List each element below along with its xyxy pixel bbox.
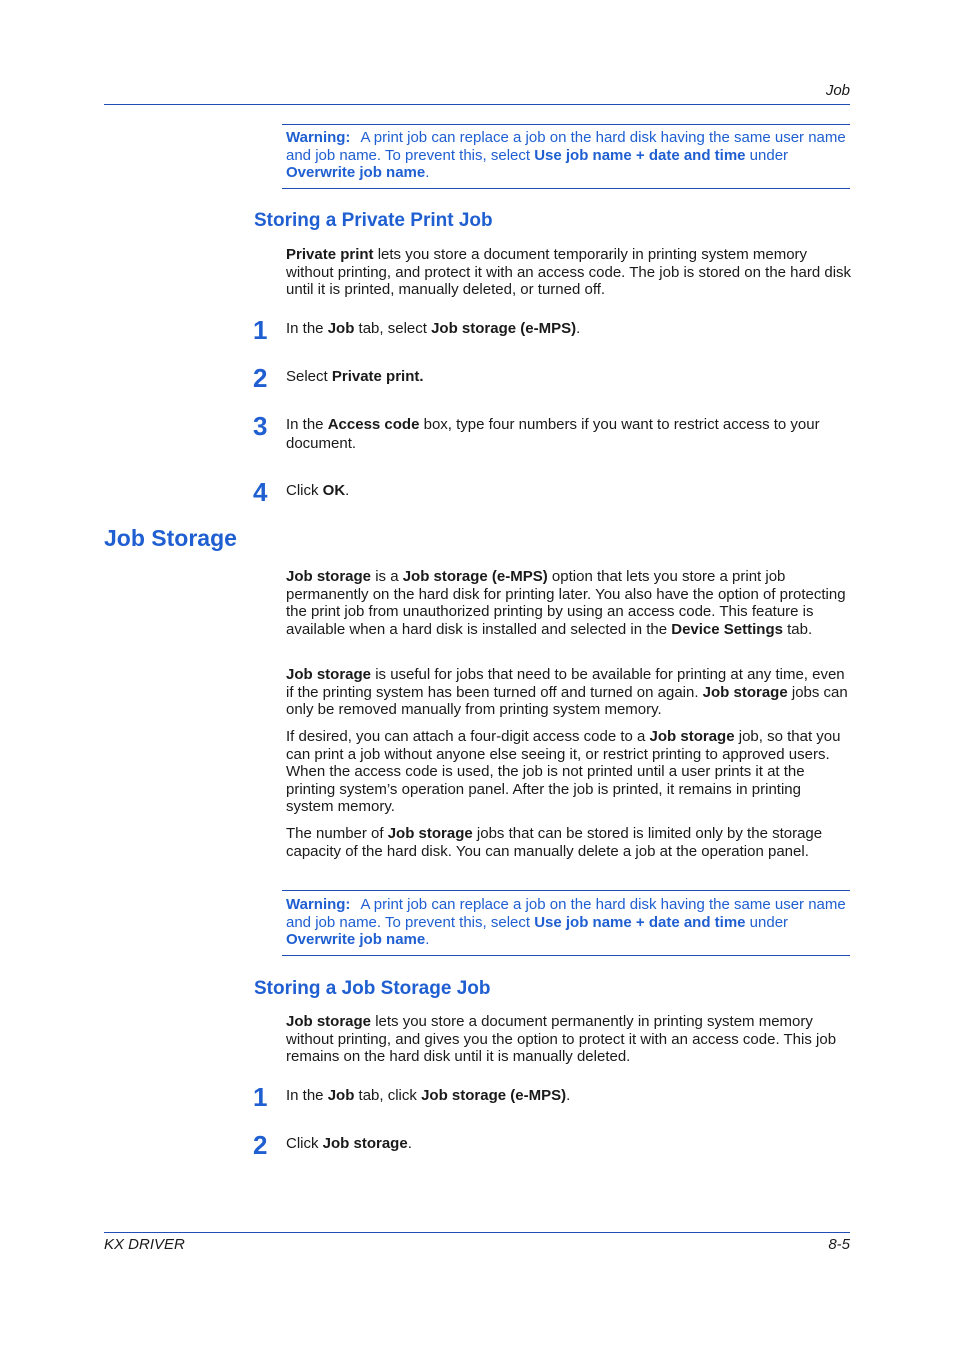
step-number: 3 [253,411,268,441]
section-heading-private: Storing a Private Print Job [254,210,493,231]
step-number: 4 [253,477,268,507]
body-paragraph: If desired, you can attach a four-digit access code to a Job storage job, so that you can print a job without anyone else seeing it, or restrict printing to approved users. When the access code is used, the job is not printed until a user prints it at the printing system’s operation panel. After the job is printed, it remains in printing system memory. [286,728,841,816]
page-number: 8-5 [828,1236,850,1253]
chapter-heading-job-storage: Job Storage [104,525,237,551]
warning-top-rule [282,890,850,891]
storage-intro-paragraph: Job storage lets you store a document permanently in printing system memory without printing, and gives you the option to protect it with an access code. This job remains on the hard disk until it is manually deleted. [286,1013,837,1066]
step-number: 1 [253,1082,268,1112]
step-text: Select Private print. [286,368,424,385]
step-text: In the Job tab, select Job storage (e-MPS). [286,320,581,337]
body-paragraph: Job storage is a Job storage (e-MPS) option that lets you store a print job permanently on the hard disk for printing later. You also have the option of protecting the print job from unauthorized printing by using an access code. This feature is available when a hard disk is installed and selected in the Device Settings tab. [286,568,846,638]
running-header: Job [825,82,850,99]
step-number: 1 [253,315,268,345]
warning-note: Warning: A print job can replace a job on the hard disk having the same user name and job name. To prevent this, select Use job name + date and time under Overwrite job name. [286,129,846,181]
step-text: In the Access code box, type four numbers if you want to restrict access to your document. [286,416,820,452]
section-heading-job-storage-job: Storing a Job Storage Job [254,978,491,999]
step-text: Click OK. [286,482,350,499]
warning-note: Warning: A print job can replace a job on the hard disk having the same user name and job name. To prevent this, select Use job name + date and time under Overwrite job name. [286,896,846,948]
warning-bottom-rule [282,955,850,956]
body-paragraph: The number of Job storage jobs that can be stored is limited only by the storage capacity of the hard disk. You can manually delete a job at the operation panel. [286,825,823,860]
step-text: In the Job tab, click Job storage (e-MPS). [286,1087,571,1104]
footer-rule [104,1232,850,1233]
warning-bottom-rule [282,188,850,189]
step-number: 2 [253,363,268,393]
body-paragraph: Job storage is useful for jobs that need to be available for printing at any time, even if the printing system has been turned off and turned on again. Job storage jobs can only be removed manually from printing system memory. [286,666,848,719]
footer-product-name: KX DRIVER [104,1236,185,1253]
step-number: 2 [253,1130,268,1160]
warning-label: Warning: [286,129,351,146]
private-intro-paragraph: Private print lets you store a document temporarily in printing system memory without printing, and protect it with an access code. The job is stored on the hard disk until it is printed, manually deleted, or turned off. [286,246,852,299]
header-rule [104,104,850,105]
warning-top-rule [282,124,850,125]
step-text: Click Job storage. [286,1135,412,1152]
warning-label: Warning: [286,896,351,913]
